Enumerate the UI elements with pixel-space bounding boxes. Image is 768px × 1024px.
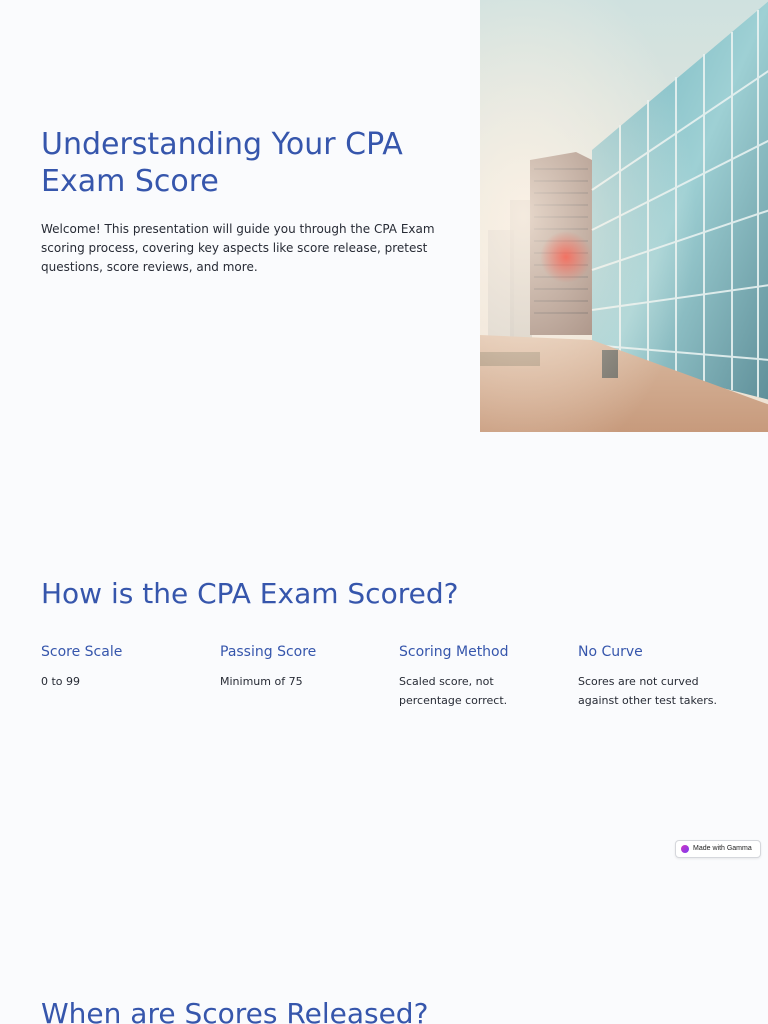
card-text: 0 to 99 <box>41 675 81 688</box>
card-passing-score <box>220 641 385 691</box>
card-text: Minimum of 75 <box>220 675 303 688</box>
made-with-gamma-badge[interactable] <box>675 840 761 858</box>
card-no-curve <box>578 641 738 710</box>
card-title: Passing Score <box>220 644 317 660</box>
card-score-scale <box>41 641 206 691</box>
office-building-image <box>480 0 768 432</box>
card-title: No Curve <box>578 644 643 660</box>
card-text: Scores are not curved against other test takers. <box>578 675 718 707</box>
badge-label: Made with Gamma <box>693 845 752 852</box>
card-text: Scaled score, not percentage correct. <box>399 675 508 707</box>
card-scoring-method <box>399 641 539 710</box>
score-release-title: When are Scores Released? <box>41 997 429 1024</box>
intro-title: Understanding Your CPA Exam Score <box>41 127 403 199</box>
scoring-title: How is the CPA Exam Scored? <box>41 577 459 610</box>
card-title: Score Scale <box>41 644 123 660</box>
gamma-logo-icon <box>681 845 689 853</box>
intro-body: Welcome! This presentation will guide you through the CPA Exam scoring process, covering key aspects like score release, pretest questions, score reviews, and more. <box>41 222 435 274</box>
card-title: Scoring Method <box>399 644 509 660</box>
